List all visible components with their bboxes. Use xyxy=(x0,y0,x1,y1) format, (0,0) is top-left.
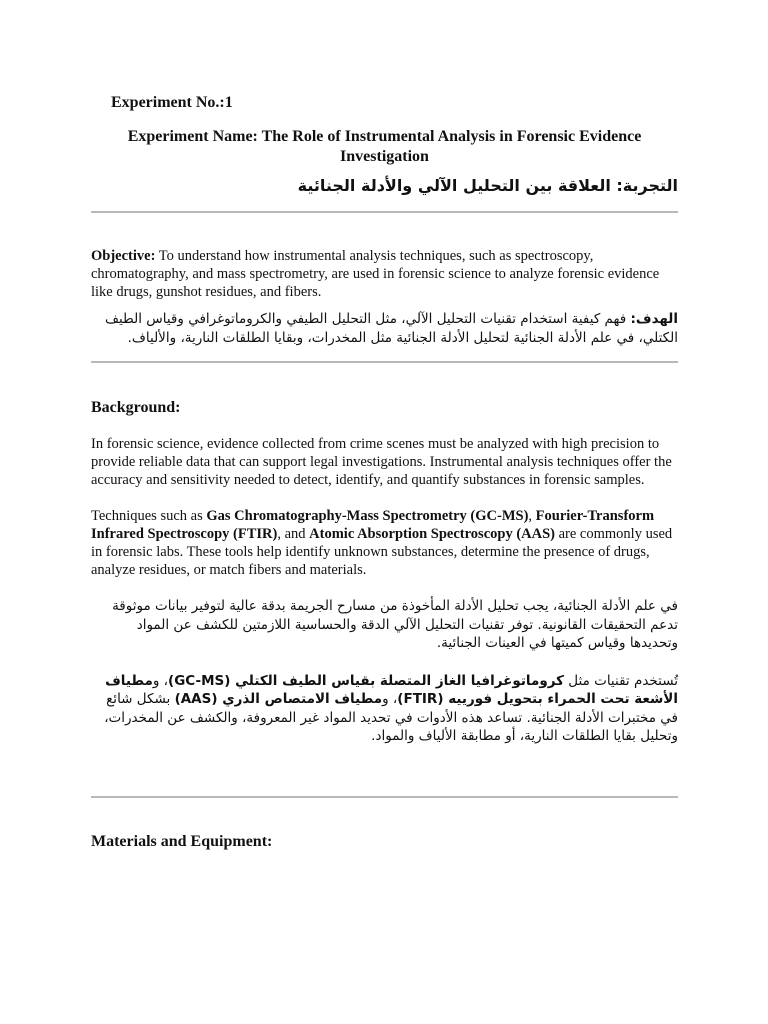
document-page xyxy=(91,84,678,852)
arabic-title: التجربة: العلاقة بين التحليل الآلي والأدلة الجنائية xyxy=(297,176,678,195)
background-para-ar-2 xyxy=(91,672,678,746)
experiment-number: Experiment No.:1 xyxy=(111,94,233,111)
text-run: ، و xyxy=(382,691,398,707)
divider xyxy=(91,796,678,798)
objective-en xyxy=(91,247,678,301)
background-heading: Background: xyxy=(91,399,181,416)
text-run: , xyxy=(528,508,536,524)
materials-heading: Materials and Equipment: xyxy=(91,832,273,850)
objective-label-ar: الهدف: xyxy=(630,311,678,327)
text-run: تُستخدم تقنيات مثل xyxy=(564,672,678,689)
background-para-1: In forensic science, evidence collected from crime scenes must be analyzed with high precision to provide reliable data that can support legal investigations. Instrumental analysis techniques offer the accuracy and sensitivity needed to detect, identify, and quantify substances in forensic samples. xyxy=(91,436,672,488)
objective-ar xyxy=(91,310,678,347)
text-run: are commonly used in forensic labs. These tools help identify unknown substances, determine the presence of drugs, analyze residues, or match fibers and materials. xyxy=(91,526,673,578)
objective-label: Objective: xyxy=(91,248,156,264)
ftir-term: Fourier-Transform Infrared Spectroscopy (FTIR) xyxy=(91,508,655,542)
objective-text: To understand how instrumental analysis techniques, such as spectroscopy, chromatography, and mass spectrometry, are used in forensic science to analyze forensic evidence like drugs, gunshot residues, and fibers. xyxy=(91,248,660,300)
text-run: Techniques such as xyxy=(91,508,207,524)
divider xyxy=(91,211,678,213)
background-para-2 xyxy=(91,507,678,579)
objective-text-ar: فهم كيفية استخدام تقنيات التحليل الآلي، مثل التحليل الطيفي والكروماتوغرافي وقياس الطيف الكتلي، في علم الأدلة الجنائية لتحليل الأدلة الجنائية مثل المخدرات، وبقايا الطلقات النارية، والألياف. xyxy=(104,311,678,346)
aas-term: Atomic Absorption Spectroscopy (AAS) xyxy=(309,526,555,542)
gcms-term: Gas Chromatography-Mass Spectrometry (GC-MS) xyxy=(206,508,529,524)
ftir-term-ar: مطياف الأشعة تحت الحمراء بتحويل فورييه (FTIR) xyxy=(105,672,678,707)
background-para-ar-1: في علم الأدلة الجنائية، يجب تحليل الأدلة المأخوذة من مسارح الجريمة بدقة عالية لتوفير بيانات موثوقة تدعم التحقيقات القانونية. توفر تقنيات التحليل الآلي الدقة والحساسية اللازمتين للكشف عن المواد وتحديدها وقياس كميتها في العينات الجنائية. xyxy=(112,598,678,651)
gcms-term-ar: كروماتوغرافيا الغاز المتصلة بقياس الطيف الكتلي (GC-MS) xyxy=(168,672,564,689)
text-run: ، و xyxy=(152,672,169,689)
aas-term-ar: مطياف الامتصاص الذري (AAS) xyxy=(174,691,383,707)
text-run: بشكل شائع في مختبرات الأدلة الجنائية. تساعد هذه الأدوات في تحديد المواد غير المعروفة، والكشف عن المخدرات، وتحليل بقايا الطلقات النارية، أو مطابقة الألياف والمواد. xyxy=(104,691,678,744)
text-run: , and xyxy=(277,526,310,542)
experiment-name: Experiment Name: The Role of Instrumental Analysis in Forensic Evidence Investigation xyxy=(127,128,642,165)
divider xyxy=(91,361,678,363)
